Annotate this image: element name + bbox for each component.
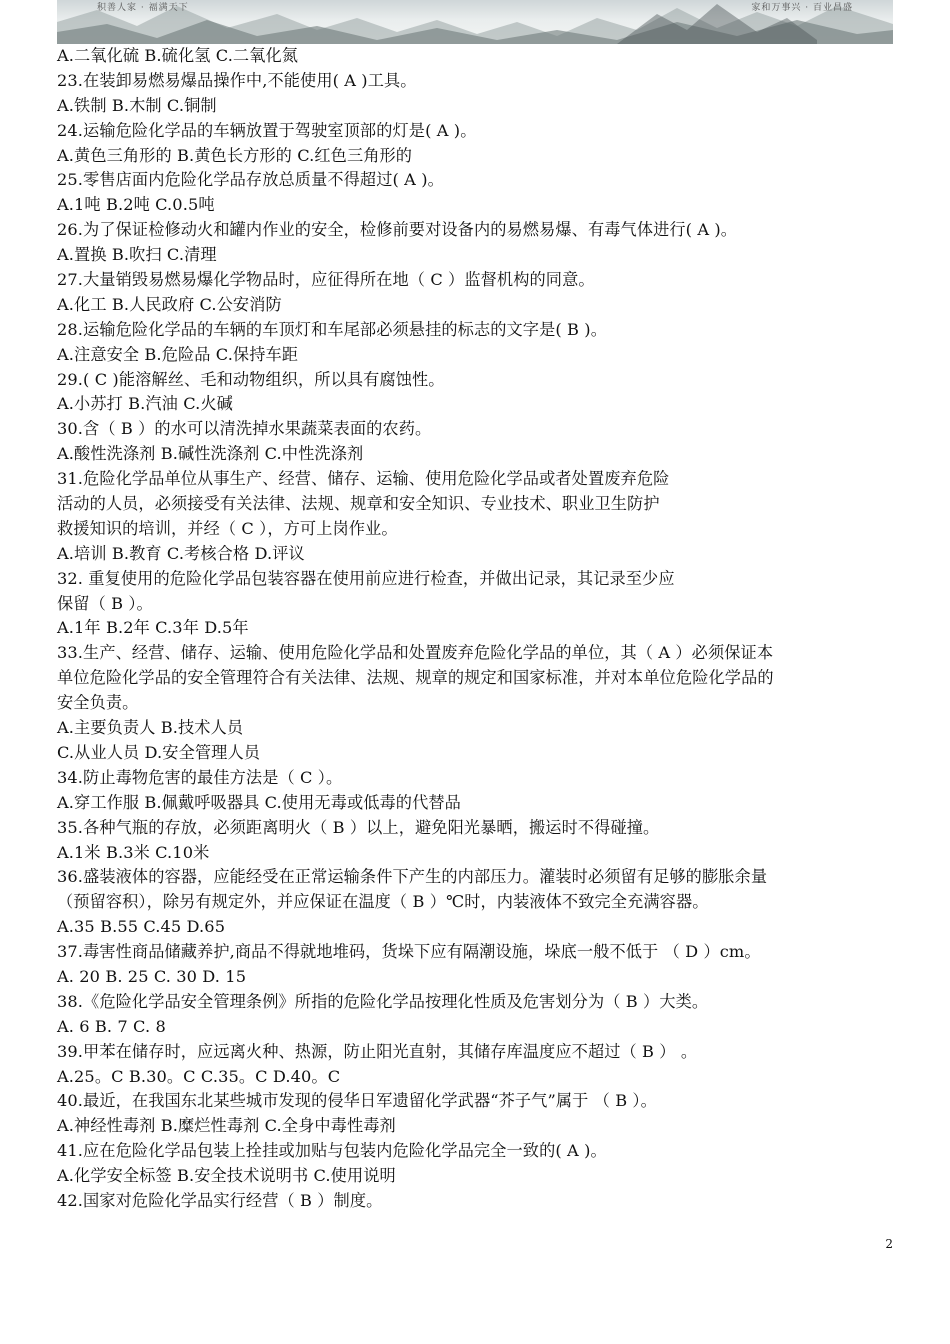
text-line: 保留（ B ）。 (57, 593, 153, 613)
page-number: 2 (885, 1237, 893, 1251)
text-line: 救援知识的培训，并经（ C ），方可上岗作业。 (57, 518, 398, 538)
text-line: 38.《危险化学品安全管理条例》所指的危险化学品按理化性质及危害划分为（ B ）大类。 (57, 991, 709, 1011)
text-line: 单位危险化学品的安全管理符合有关法律、法规、规章的规定和国家标准，并对本单位危险化学品的 (57, 668, 774, 688)
text-line: A.二氧化硫 B.硫化氢 C.二氧化氮 (57, 46, 299, 65)
text-line: 39.甲苯在储存时，应远离火种、热源，防止阳光直射，其储存库温度应不超过（ B ） 。 (57, 1041, 698, 1061)
text-line: A.化工 B.人民政府 C.公安消防 (57, 294, 282, 314)
text-line: 31.危险化学品单位从事生产、经营、储存、运输、使用危险化学品或者处置废弃危险 (57, 469, 670, 489)
text-line: A.酸性洗涤剂 B.碱性洗涤剂 C.中性洗涤剂 (57, 444, 364, 464)
banner-right-text: 家和万事兴 · 百业昌盛 (751, 3, 853, 13)
text-line: C.从业人员 D.安全管理人员 (57, 742, 261, 762)
text-line: A.35 B.55 C.45 D.65 (57, 917, 226, 937)
text-line: 36.盛装液体的容器，应能经受在正常运输条件下产生的内部压力。灌装时必须留有足够的膨胀余量 (57, 867, 768, 887)
text-line: A. 6 B. 7 C. 8 (57, 1016, 166, 1036)
text-line: A.化学安全标签 B.安全技术说明书 C.使用说明 (57, 1166, 396, 1186)
text-line: A.主要负责人 B.技术人员 (57, 718, 244, 738)
text-line: 41.应在危险化学品包装上拴挂或加贴与包装内危险化学品完全一致的( A )。 (57, 1141, 607, 1161)
text-line: A.1米 B.3米 C.10米 (57, 842, 210, 862)
text-line: A.神经性毒剂 B.糜烂性毒剂 C.全身中毒性毒剂 (57, 1116, 396, 1136)
text-line: A.铁制 B.木制 C.铜制 (57, 95, 217, 115)
text-line: 33.生产、经营、储存、运输、使用危险化学品和处置废弃危险化学品的单位，其（ A ）必须保证本 (57, 643, 774, 663)
text-line: A.穿工作服 B.佩戴呼吸器具 C.使用无毒或低毒的代替品 (57, 792, 461, 812)
text-line: 29.( C )能溶解丝、毛和动物组织，所以具有腐蚀性。 (57, 369, 445, 389)
text-line: A.25。C B.30。C C.35。C D.40。C (57, 1066, 341, 1086)
text-line: 37.毒害性商品储藏养护,商品不得就地堆码，货垛下应有隔潮设施，垛底一般不低于 （ D ）cm。 (57, 942, 761, 962)
text-line: 24.运输危险化学品的车辆放置于驾驶室顶部的灯是( A )。 (57, 120, 477, 140)
text-line: 32. 重复使用的危险化学品包装容器在使用前应进行检查，并做出记录，其记录至少应 (57, 568, 675, 588)
text-line: A.注意安全 B.危险品 C.保持车距 (57, 344, 299, 364)
text-line: 25.零售店面内危险化学品存放总质量不得超过( A )。 (57, 170, 444, 190)
text-line: 34.防止毒物危害的最佳方法是（ C ）。 (57, 767, 343, 787)
text-line: A.1年 B.2年 C.3年 D.5年 (57, 618, 249, 638)
text-line: A.小苏打 B.汽油 C.火碱 (57, 394, 233, 414)
text-line: 28.运输危险化学品的车辆的车顶灯和车尾部必须悬挂的标志的文字是( B )。 (57, 319, 607, 339)
text-line: 安全负责。 (57, 693, 139, 713)
text-line: A.置换 B.吹扫 C.清理 (57, 245, 217, 265)
text-line: 40.最近，在我国东北某些城市发现的侵华日军遗留化学武器“芥子气”属于 （ B ）。 (57, 1091, 657, 1111)
text-line: 27.大量销毁易燃易爆化学物品时，应征得所在地（ C ）监督机构的同意。 (57, 270, 595, 290)
text-line: （预留容积），除另有规定外，并应保证在温度（ B ）℃时，内装液体不致完全充满容器。 (57, 892, 709, 912)
text-line: A.1吨 B.2吨 C.0.5吨 (57, 195, 215, 215)
text-line: 活动的人员，必须接受有关法律、法规、规章和安全知识、专业技术、职业卫生防护 (57, 494, 660, 514)
text-line: 30.含（ B ）的水可以清洗掉水果蔬菜表面的农药。 (57, 419, 432, 439)
text-line: 35.各种气瓶的存放，必须距离明火（ B ）以上，避免阳光暴晒，搬运时不得碰撞。 (57, 817, 660, 837)
text-line: A.培训 B.教育 C.考核合格 D.评议 (57, 543, 305, 563)
document-body (57, 44, 897, 1214)
text-line: 26.为了保证检修动火和罐内作业的安全，检修前要对设备内的易燃易爆、有毒气体进行( A )。 (57, 220, 738, 240)
text-line: 23.在装卸易燃易爆品操作中,不能使用( A )工具。 (57, 70, 417, 90)
text-line: A. 20 B. 25 C. 30 D. 15 (57, 966, 247, 986)
text-line: 42.国家对危险化学品实行经营（ B ）制度。 (57, 1190, 383, 1210)
header-banner-image (57, 0, 893, 44)
text-line: A.黄色三角形的 B.黄色长方形的 C.红色三角形的 (57, 145, 413, 165)
banner-left-text: 积善人家 · 福满天下 (97, 3, 189, 13)
